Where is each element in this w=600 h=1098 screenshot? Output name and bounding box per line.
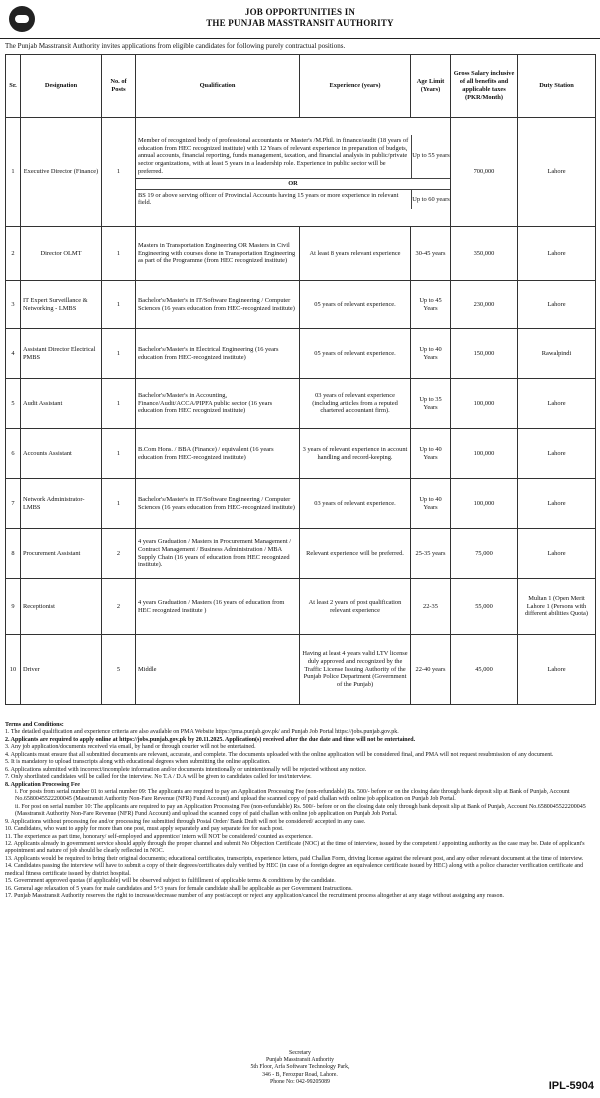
cell-designation: Accounts Assistant (21, 429, 102, 479)
term-item: 3. Any job application/documents received via email, by hand or through courier will not be entertained. (5, 744, 256, 751)
cell-station: Lahore (518, 529, 596, 579)
cell-station: Multan 1 (Open Merit Lahore 1 (Persons with different abilities Quota) (518, 579, 596, 635)
cell-sr: 6 (6, 429, 21, 479)
cell-qualification: B.Com Hons. / BBA (Finance) / equivalent (16 years education from HEC-recognized institute) (136, 429, 300, 479)
cell-designation: Driver (21, 635, 102, 705)
term-item: 5. It is mandatory to upload transcripts along with educational degrees when submitting the online application. (5, 759, 271, 766)
cell-experience: Relevant experience will be preferred. (300, 529, 411, 579)
cell-sr: 5 (6, 379, 21, 429)
cell-experience: 03 years of relevant experience. (300, 479, 411, 529)
table-header-row (6, 55, 596, 118)
terms-and-conditions (5, 722, 595, 901)
cell-age: Up to 40 Years (411, 429, 451, 479)
cell-posts: 1 (102, 379, 136, 429)
cell-qualification: Masters in Transportation Engineering OR Masters in Civil Engineering with courses done in Transportation Engineering as part of the Programme (from HEC recognized institute) (136, 227, 300, 281)
cell-sr: 7 (6, 479, 21, 529)
term-item: 17. Punjab Masstransit Authority reserves the right to increase/decrease number of any post/accept or reject any application/cancel the recruitment process altogether at any stage without assigning any reason. (5, 893, 504, 900)
table-row (6, 529, 596, 579)
cell-sr: 9 (6, 579, 21, 635)
cell-station: Lahore (518, 479, 596, 529)
qualification-option-b (136, 190, 450, 210)
term-item: 7. Only shortlisted candidates will be called for the interview. No T.A / D.A will be given to candidates called for test/interview. (5, 774, 312, 781)
cell-sr: 3 (6, 281, 21, 329)
cell-designation: Audit Assistant (21, 379, 102, 429)
cell-designation: Executive Director (Finance) (21, 118, 102, 227)
term-item: 16. General age relaxation of 5 years for male candidates and 5+3 years for female candidate shall be applicable as per Government Instructions. (5, 885, 353, 892)
table-row (6, 281, 596, 329)
cell-salary: 350,000 (451, 227, 518, 281)
table-row (6, 379, 596, 429)
cell-station: Lahore (518, 227, 596, 281)
qualification-text-b: BS 19 or above serving officer of Provincial Accounts having 15 years or more experience in relevant field. (138, 191, 399, 207)
title-line-1: JOB OPPORTUNITIES IN (244, 7, 356, 17)
cell-qualification: Bachelor's/Master's in Electrical Engineering (16 years education from HEC-recognized institute) (136, 329, 300, 379)
cell-salary: 100,000 (451, 379, 518, 429)
cell-posts: 1 (102, 281, 136, 329)
footer-contact (0, 1050, 600, 1086)
cell-experience: 05 years of relevant experience. (300, 329, 411, 379)
table-row (6, 635, 596, 705)
terms-heading: Terms and Conditions: (5, 722, 64, 728)
cell-sr: 2 (6, 227, 21, 281)
cell-salary: 75,000 (451, 529, 518, 579)
header (0, 0, 600, 39)
cell-sr: 4 (6, 329, 21, 379)
intro-text: The Punjab Masstransit Authority invites applications from eligible candidates for following purely contractual positions. (5, 42, 346, 50)
cell-designation: Director OLMT (21, 227, 102, 281)
cell-salary: 230,000 (451, 281, 518, 329)
cell-experience: 05 years of relevant experience. (300, 281, 411, 329)
table-row (6, 118, 596, 227)
cell-salary: 150,000 (451, 329, 518, 379)
term-item: 14. Candidates passing the interview will have to submit a copy of their degrees/certificates duly verified by HEC (in case of a foreign degree an equivalence certificate issued by HEC) along with a police character verification certificate and medical fitness certificate issued by district hospital. (5, 863, 584, 877)
term-item: 2. Applicants are required to apply online at https://jobs.punjab.gov.pk by 20.11.2025. Application(s) received after the due date and time will not be entertained. (5, 736, 416, 743)
cell-qualification: Bachelor's/Master's in IT/Software Engineering / Computer Sciences (16 years education from HEC-recognized institute) (136, 479, 300, 529)
cell-posts: 5 (102, 635, 136, 705)
cell-sr: 1 (6, 118, 21, 227)
term-item: 13. Applicants would be required to bring their original documents; educational certificates, transcripts, experience letters, paid Challan Form, driving license against the relevant post, and any other relevant document at the time of interview. (5, 855, 584, 862)
term-item: 8. Application Processing Fee (5, 781, 80, 788)
table-row (6, 429, 596, 479)
cell-salary: 45,000 (451, 635, 518, 705)
term-item: 11. The experience as part time, honorary/ self-employed and apprentice/ intern will NOT be considered/ counted as experience. (5, 833, 313, 840)
cell-station: Lahore (518, 281, 596, 329)
cell-age: Up to 40 Years (411, 329, 451, 379)
cell-qualification: Bachelor's/Master's in Accounting, Finance/Audit/ACCA/PIPFA public sector (16 years education from HEC recognized institute) (136, 379, 300, 429)
cell-salary: 700,000 (451, 118, 518, 227)
header-designation: Designation (21, 55, 102, 118)
cell-salary: 100,000 (451, 429, 518, 479)
cell-age: 22-35 (411, 579, 451, 635)
cell-salary: 55,000 (451, 579, 518, 635)
ipl-code: IPL-5904 (548, 1080, 594, 1092)
cell-designation: Receptionist (21, 579, 102, 635)
table-row (6, 227, 596, 281)
term-item: 9. Applications without processing fee and/or processing fee submitted through Postal Order/ Bank Draft will not be considered/ accepted in any case. (5, 818, 366, 825)
term-item: 15. Government approved quotas (if applicable) will be observed subject to fulfillment of applicable terms & conditions by the candidate. (5, 878, 336, 885)
cell-designation: Procurement Assistant (21, 529, 102, 579)
qualification-text-a: Member of recognized body of professional accountants or Master's /M.Phil. in finance/audit (18 years of education from HEC recognized institute) with 12 Years of relevant experience in preparation of budgets, annual accounts, financial reporting, funds management, taxation, and financial analysis in public/private sector organizations, with at least 5 years in a leadership role. Experience in public sector will be preferred. (138, 136, 409, 175)
cell-station: Lahore (518, 379, 596, 429)
cell-station: Lahore (518, 118, 596, 227)
cell-qualification: Bachelor's/Master's in IT/Software Engineering / Computer Sciences (16 years education from HEC-recognized institute) (136, 281, 300, 329)
cell-designation: IT Expert Surveillance & Networking - LMBS (21, 281, 102, 329)
cell-age: 30-45 years (411, 227, 451, 281)
or-separator: OR (136, 178, 450, 190)
cell-station: Rawalpindi (518, 329, 596, 379)
cell-posts: 1 (102, 479, 136, 529)
table-row (6, 479, 596, 529)
cell-qualification: Middle (136, 635, 300, 705)
cell-posts: 1 (102, 429, 136, 479)
cell-experience: Having at least 4 years valid LTV license duly approved and recognized by the Traffic License Issuing Authority of the Punjab Police Department (Government of the Punjab) (300, 635, 411, 705)
title-line-2: THE PUNJAB MASSTRANSIT AUTHORITY (206, 18, 394, 28)
term-item: i. For posts from serial number 01 to serial number 09: The applicants are required to pay an Application Processing Fee (non-refundable) Rs. 500/- before or on the closing date through bank deposit slip at Bank of Punjab, Account No.6580045522200045 (Masstransit Authority Non-Fare Revenue (NFR) Fund Account) and upload the scanned copy of paid challan with online job application on Punjab Job Portal. (15, 788, 570, 803)
age-text-b: Up to 60 years (411, 190, 450, 210)
footer-line: Secretary (289, 1050, 311, 1056)
cell-qualification: 4 years Graduation / Masters in Procurement Management / Contract Management / Business Administration / MBA Supply Chain (16 years of education from HEC recognized institute). (136, 529, 300, 579)
cell-experience: 3 years of relevant experience in account handling and record-keeping. (300, 429, 411, 479)
footer-line: 5th Floor, Arfa Software Technology Park, (250, 1064, 350, 1071)
term-item: 6. Applications submitted with incorrect/incomplete information and/or documents intentionally or unintentionally will be rejected without any notice. (5, 766, 367, 773)
cell-sr: 8 (6, 529, 21, 579)
jobs-table (5, 54, 596, 705)
cell-experience: At least 8 years relevant experience (300, 227, 411, 281)
cell-qualification-combined (136, 118, 451, 227)
cell-posts: 1 (102, 329, 136, 379)
cell-designation: Assistant Director Electrical PMBS (21, 329, 102, 379)
footer-line: Phone No: 042-99205089 (270, 1078, 330, 1085)
footer-line: 346 - B, Ferozpur Road, Lahore. (262, 1071, 338, 1078)
term-item: 12. Applicants already in government service should apply through the proper channel and submit No Objection Certificate (NOC) at the time of interview, issued by the competent / appointing authority as the case may be. Date of applicant's appointment and nature of job should be clearly reflected in NOC. (5, 841, 585, 855)
cell-posts: 2 (102, 529, 136, 579)
table-row (6, 329, 596, 379)
cell-age: Up to 35 Years (411, 379, 451, 429)
table-row (6, 579, 596, 635)
term-item: 10. Candidates, who want to apply for more than one post, must apply separately and pay separate fee for each post. (5, 826, 284, 833)
cell-station: Lahore (518, 429, 596, 479)
header-age: Age Limit (Years) (411, 55, 451, 118)
term-item: 1. The detailed qualification and experience criteria are also available on PMA Website https://pma.punjab.gov.pk/ and Punjab Job Portal https://jobs.punjab.gov.pk. (5, 729, 399, 736)
term-item: ii. For post on serial number 10: The applicants are required to pay an Application Processing Fee (non-refundable) Rs. 500/- before or on the closing date only through bank deposit slip at Bank of Punjab, Account No.6580045522200045 (Masstransit Authority Non-Fare Revenue (NFR) Fund Account) and upload the scanned copy of paid challan with online job application on Punjab Job Portal. (15, 803, 586, 818)
cell-age: 25-35 years (411, 529, 451, 579)
header-posts: No. of Posts (102, 55, 136, 118)
qualification-option-a (136, 135, 450, 178)
header-sr: Sr. (6, 55, 21, 118)
term-item: 4. Applicants must ensure that all submitted documents are relevant, accurate, and complete. The documents uploaded with the online application will be considered final, and PMA will not request resubmission of any document. (5, 751, 554, 758)
header-qualification: Qualification (136, 55, 300, 118)
cell-age: Up to 45 Years (411, 281, 451, 329)
age-text-a: Up to 55 years (411, 135, 450, 178)
cell-posts: 1 (102, 227, 136, 281)
header-experience: Experience (years) (300, 55, 411, 118)
cell-age: 22-40 years (411, 635, 451, 705)
cell-designation: Network Administrator-LMBS (21, 479, 102, 529)
cell-sr: 10 (6, 635, 21, 705)
cell-salary: 100,000 (451, 479, 518, 529)
cell-posts: 1 (102, 118, 136, 227)
cell-experience: At least 2 years of post qualification relevant experience (300, 579, 411, 635)
cell-qualification: 4 years Graduation / Masters (16 years of education from HEC recognized institute ) (136, 579, 300, 635)
cell-experience: 03 years of relevant experience (including articles from a reputed chartered accountant firm). (300, 379, 411, 429)
cell-posts: 2 (102, 579, 136, 635)
footer-line: Punjab Masstransit Authority (266, 1057, 334, 1064)
cell-station: Lahore (518, 635, 596, 705)
header-station: Duty Station (518, 55, 596, 118)
cell-age: Up to 40 Years (411, 479, 451, 529)
header-salary: Gross Salary inclusive of all benefits and applicable taxes (PKR/Month) (451, 55, 518, 118)
